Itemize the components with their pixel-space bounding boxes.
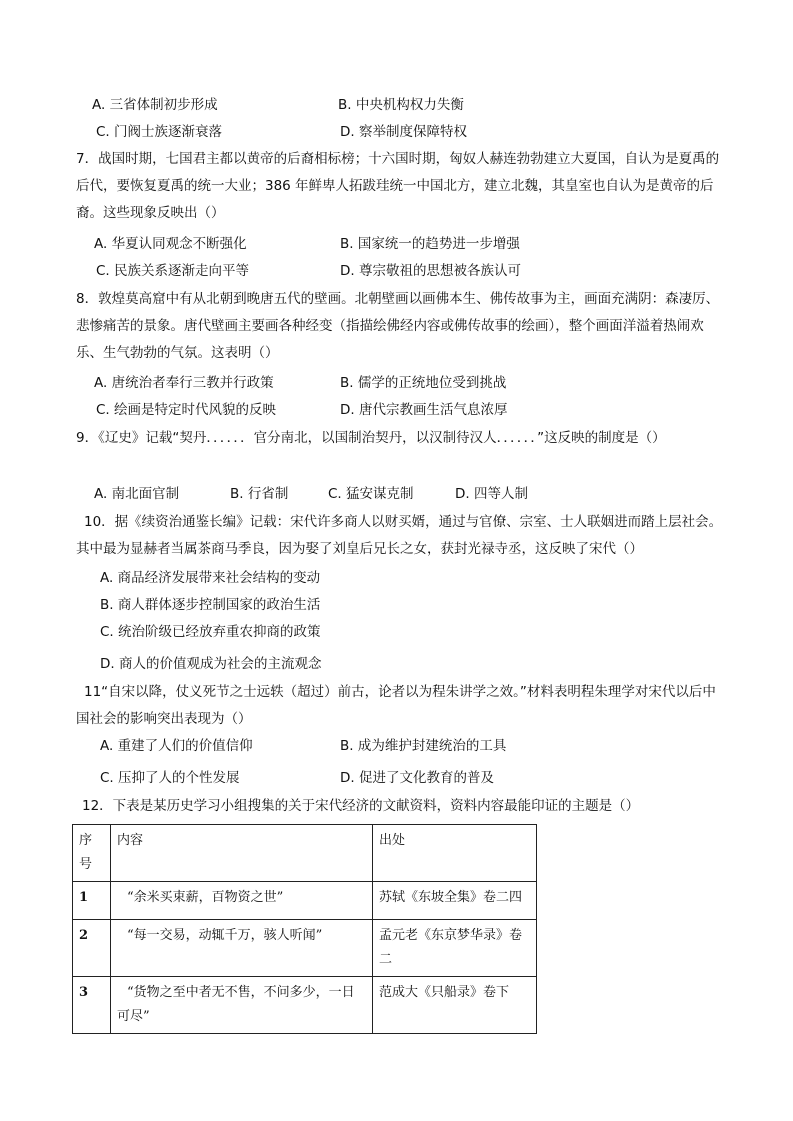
q8-option-b[interactable]: B. 儒学的正统地位受到挑战 bbox=[340, 375, 507, 391]
row-content: “每一交易，动辄千万，骇人听闻” bbox=[111, 920, 373, 977]
row-source: 孟元老《东京梦华录》卷二 bbox=[373, 920, 537, 977]
header-no: 序号 bbox=[73, 825, 111, 882]
q7-option-d[interactable]: D. 尊宗敬祖的思想被各族认可 bbox=[340, 263, 521, 279]
q11-stem: 11“自宋以降，仗义死节之士远轶（超过）前古，论者以为程朱讲学之效。”材料表明程朱理学对宋代以后中国社会的影响突出表现为（） bbox=[76, 684, 716, 727]
q8-stem: 8．敦煌莫高窟中有从北朝到晚唐五代的壁画。北朝壁画以画佛本生、佛传故事为主，画面充满阴：森凄厉、悲惨痛苦的景象。唐代壁画主要画各种经变（指描绘佛经内容或佛传故事的绘画），整个画面洋溢着热闹欢乐、生气勃勃的气氛。这表明（） bbox=[76, 291, 720, 361]
q10-option-d[interactable]: D. 商人的价值观成为社会的主流观念 bbox=[100, 656, 322, 672]
q6-option-b[interactable]: B. 中央机构权力失衡 bbox=[338, 97, 464, 113]
row-content: “余米买束薪，百物资之世” bbox=[111, 882, 373, 920]
q8-option-d[interactable]: D. 唐代宗教画生活气息浓厚 bbox=[340, 402, 508, 418]
q7-option-c[interactable]: C. 民族关系逐渐走向平等 bbox=[96, 263, 250, 279]
q6-option-c[interactable]: C. 门阀士族逐渐衰落 bbox=[96, 124, 223, 140]
q9-option-a[interactable]: A. 南北面官制 bbox=[94, 486, 180, 502]
row-no: 1 bbox=[73, 882, 111, 920]
q9-stem: 9．《辽史》记载“契丹．．．．．．官分南北，以国制治契丹，以汉制待汉人．．．．．．”这反映的制度是（） bbox=[76, 430, 666, 446]
table-header-row bbox=[73, 825, 537, 882]
row-source: 范成大《只船录》卷下 bbox=[373, 977, 537, 1034]
q11-option-b[interactable]: B. 成为维护封建统治的工具 bbox=[340, 738, 507, 754]
source-table bbox=[72, 824, 537, 1034]
q8-option-a[interactable]: A. 唐统治者奉行三教并行政策 bbox=[94, 375, 274, 391]
q11-option-a[interactable]: A. 重建了人们的价值信仰 bbox=[100, 738, 253, 754]
q11-option-d[interactable]: D. 促进了文化教育的普及 bbox=[340, 770, 494, 786]
header-source: 出处 bbox=[373, 825, 537, 882]
q10-stem: 10．据《续资治通鉴长编》记载：宋代许多商人以财买婿，通过与官僚、宗室、士人联姻进而踏上层社会。其中最为显赫者当属茶商马季良，因为娶了刘皇后兄长之女，获封光禄寺丞，这反映了宋代（） bbox=[76, 514, 723, 557]
q7-option-b[interactable]: B. 国家统一的趋势进一步增强 bbox=[340, 236, 520, 252]
table-row bbox=[73, 977, 537, 1034]
q10-option-b[interactable]: B. 商人群体逐步控制国家的政治生活 bbox=[100, 597, 321, 613]
row-source: 苏轼《东坡全集》卷二四 bbox=[373, 882, 537, 920]
q9-option-b[interactable]: B. 行省制 bbox=[230, 486, 289, 502]
q6-option-a[interactable]: A. 三省体制初步形成 bbox=[92, 97, 218, 113]
q9-option-d[interactable]: D. 四等人制 bbox=[455, 486, 528, 502]
q12-stem: 12．下表是某历史学习小组搜集的关于宋代经济的文献资料，资料内容最能印证的主题是（） bbox=[82, 798, 640, 814]
q8-option-c[interactable]: C. 绘画是特定时代风貌的反映 bbox=[96, 402, 277, 418]
row-content: “货物之至中者无不售，不问多少，一日可尽” bbox=[111, 977, 373, 1034]
q11-option-c[interactable]: C. 压抑了人的个性发展 bbox=[100, 770, 240, 786]
table-row bbox=[73, 920, 537, 977]
q10-option-c[interactable]: C. 统治阶级已经放弃重农抑商的政策 bbox=[100, 624, 321, 640]
q7-option-a[interactable]: A. 华夏认同观念不断强化 bbox=[94, 236, 247, 252]
q6-option-d[interactable]: D. 察举制度保障特权 bbox=[340, 124, 467, 140]
header-content: 内容 bbox=[111, 825, 373, 882]
row-no: 2 bbox=[73, 920, 111, 977]
row-no: 3 bbox=[73, 977, 111, 1034]
table-row bbox=[73, 882, 537, 920]
q7-stem: 7．战国时期，七国君主都以黄帝的后裔相标榜；十六国时期，匈奴人赫连勃勃建立大夏国，自认为是夏禹的后代，要恢复夏禹的统一大业；386 年鲜卑人拓跋珪统一中国北方，建立北魏，其皇室也自认为是黄帝的后裔。这些现象反映出（） bbox=[76, 151, 720, 221]
q9-option-c[interactable]: C. 猛安谋克制 bbox=[328, 486, 414, 502]
q10-option-a[interactable]: A. 商品经济发展带来社会结构的变动 bbox=[100, 570, 321, 586]
